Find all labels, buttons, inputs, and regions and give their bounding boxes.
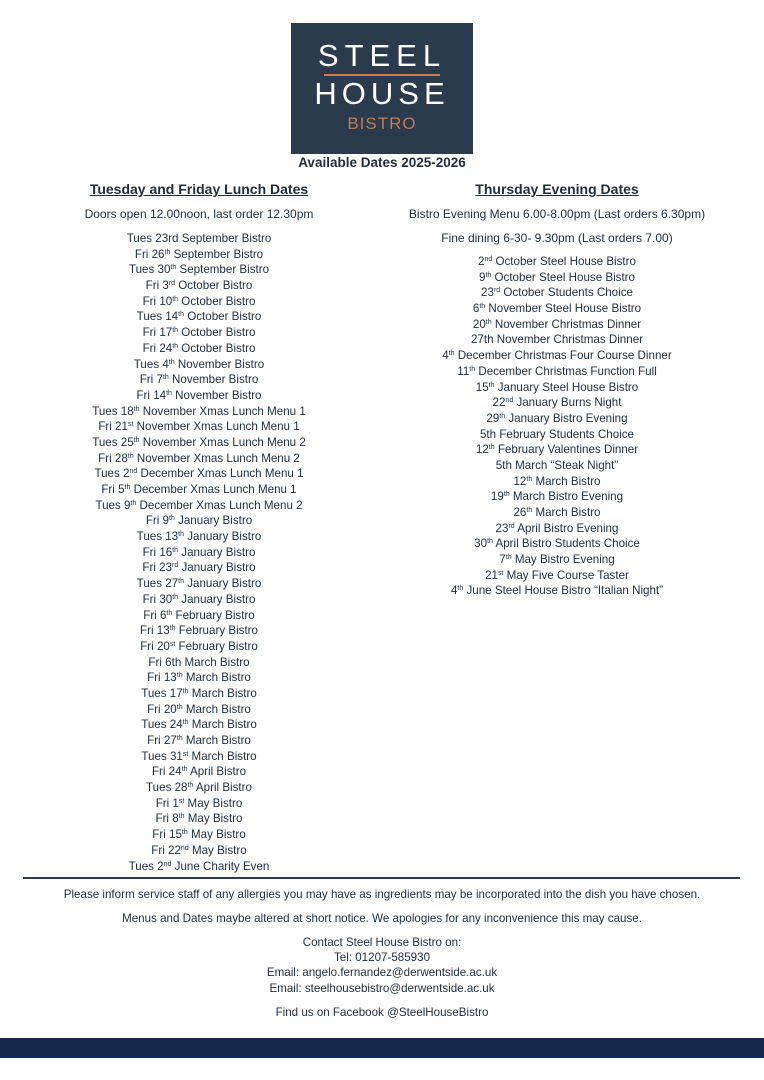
date-item: Fri 17th October Bistro: [142, 326, 256, 340]
date-item: Fri 9th January Bistro: [145, 514, 253, 528]
date-item: Fri 27th March Bistro: [147, 734, 251, 747]
date-item: Fri 20st February Bistro: [140, 639, 258, 653]
date-item: 29th January Bistro Evening: [486, 411, 628, 425]
date-item: Tues 28th April Bistro: [146, 781, 252, 795]
date-item: Fri 13th February Bistro: [140, 624, 258, 638]
date-item: Fri 23rd January Bistro: [142, 561, 256, 575]
date-item: Tues 14th October Bistro: [136, 310, 262, 324]
date-item: Tues 25th November Xmas Lunch Menu 2: [92, 435, 306, 449]
date-item: 22nd January Burns Night: [492, 396, 622, 410]
page-title: Available Dates 2025-2026: [298, 155, 466, 170]
date-item: Tues 23rd September Bistro: [126, 232, 272, 245]
date-item: Tues 13th January Bistro: [136, 530, 262, 544]
date-item: Fri 22nd May Bistro: [151, 843, 247, 857]
date-item: 19th March Bistro Evening: [490, 490, 624, 504]
date-item: Fri 6th February Bistro: [143, 608, 255, 622]
contact-email-1: Email: angelo.fernandez@derwentside.ac.uk: [266, 966, 498, 979]
allergy-notice: Please inform service staff of any allergies you may have as ingredients may be incorporated into the dish you have chosen.: [63, 888, 701, 901]
date-item: Fri 6th March Bistro: [148, 655, 250, 669]
logo-line-steel: STEEL: [317, 38, 447, 73]
evening-menu-note: Bistro Evening Menu 6.00-8.00pm (Last orders 6.30pm): [408, 207, 706, 221]
date-item: 15th January Steel House Bistro: [475, 380, 639, 394]
date-item: Fri 28th November Xmas Lunch Menu 2: [98, 451, 300, 465]
date-item: Fri 26th September Bistro: [134, 247, 264, 261]
contact-heading: Contact Steel House Bistro on:: [302, 936, 462, 949]
logo-line-bistro: BISTRO: [347, 114, 417, 133]
date-item: Tues 2nd June Charity Even: [128, 859, 270, 873]
date-item: Fri 3rd October Bistro: [145, 279, 253, 293]
date-item: Fri 8th May Bistro: [155, 812, 243, 826]
facebook-link[interactable]: Find us on Facebook @SteelHouseBistro: [275, 1006, 489, 1019]
date-item: 21st May Five Course Taster: [485, 568, 629, 582]
date-item: 2nd October Steel House Bistro: [478, 255, 636, 268]
date-item: Fri 24th October Bistro: [142, 341, 256, 355]
date-item: 26th March Bistro: [513, 506, 601, 519]
date-item: 23rd October Students Choice: [481, 286, 633, 300]
lunch-dates-heading: Tuesday and Friday Lunch Dates: [89, 181, 309, 197]
contact-email-2: Email: steelhousebistro@derwentside.ac.uk: [269, 982, 495, 995]
date-item: Fri 13th March Bistro: [147, 671, 251, 685]
date-item: 4th December Christmas Four Course Dinner: [442, 349, 672, 363]
date-item: 5th March “Steak Night”: [495, 458, 619, 472]
date-item: 4th June Steel House Bistro “Italian Night”: [450, 584, 664, 598]
contact-tel: Tel: 01207-585930: [333, 951, 431, 964]
footer-divider: [23, 877, 740, 879]
lunch-dates-list: [49, 231, 349, 874]
date-item: Fri 16th January Bistro: [142, 545, 256, 559]
date-item: Fri 15th May Bistro: [152, 828, 246, 842]
date-item: 20th November Christmas Dinner: [472, 317, 642, 331]
date-item: 5th February Students Choice: [479, 427, 635, 441]
date-item: 6th November Steel House Bistro: [472, 302, 642, 316]
disclaimer-notice: Menus and Dates maybe altered at short notice. We apologies for any inconvenience this may cause.: [122, 912, 642, 925]
date-item: Tues 30th September Bistro: [128, 263, 270, 277]
date-item: 11th December Christmas Function Full: [457, 364, 657, 378]
date-item: Fri 14th November Bistro: [136, 388, 262, 402]
bottom-bar: [0, 1038, 764, 1058]
date-item: 30th April Bistro Students Choice: [474, 537, 640, 551]
evening-dates-heading: Thursday Evening Dates: [475, 181, 639, 197]
steel-house-bistro-logo: [291, 23, 473, 154]
date-item: Fri 7th November Bistro: [139, 373, 259, 387]
date-item: Fri 1st May Bistro: [155, 796, 243, 810]
date-item: 27th November Christmas Dinner: [470, 333, 644, 347]
date-item: 12th March Bistro: [513, 474, 601, 488]
date-item: Fri 20th March Bistro: [147, 702, 251, 716]
date-item: Tues 24th March Bistro: [141, 718, 257, 732]
date-item: 12th February Valentines Dinner: [475, 443, 639, 457]
date-item: Tues 17th March Bistro: [141, 686, 257, 700]
date-item: Fri 10th October Bistro: [142, 294, 256, 308]
lunch-doors-note: Doors open 12.00noon, last order 12.30pm: [84, 207, 314, 221]
evening-dates-list: [407, 254, 707, 599]
date-item: Tues 9th December Xmas Lunch Menu 2: [95, 498, 303, 512]
date-item: 23rd April Bistro Evening: [495, 521, 619, 535]
date-item: Tues 18th November Xmas Lunch Menu 1: [92, 404, 306, 418]
date-item: 7th May Bistro Evening: [499, 553, 615, 567]
date-item: Fri 21st November Xmas Lunch Menu 1: [98, 420, 300, 434]
date-item: Tues 27th January Bistro: [136, 577, 262, 591]
date-item: 9th October Steel House Bistro: [479, 270, 635, 284]
date-item: Tues 2nd December Xmas Lunch Menu 1: [94, 467, 304, 481]
date-item: Fri 5th December Xmas Lunch Menu 1: [101, 483, 297, 496]
fine-dining-note: Fine dining 6-30- 9.30pm (Last orders 7.00): [441, 231, 673, 245]
date-item: Fri 24th April Bistro: [151, 765, 247, 779]
date-item: Fri 30th January Bistro: [142, 592, 256, 606]
date-item: Tues 31st March Bistro: [141, 749, 257, 763]
date-item: Tues 4th November Bistro: [133, 357, 265, 371]
logo-line-house: HOUSE: [314, 76, 450, 111]
